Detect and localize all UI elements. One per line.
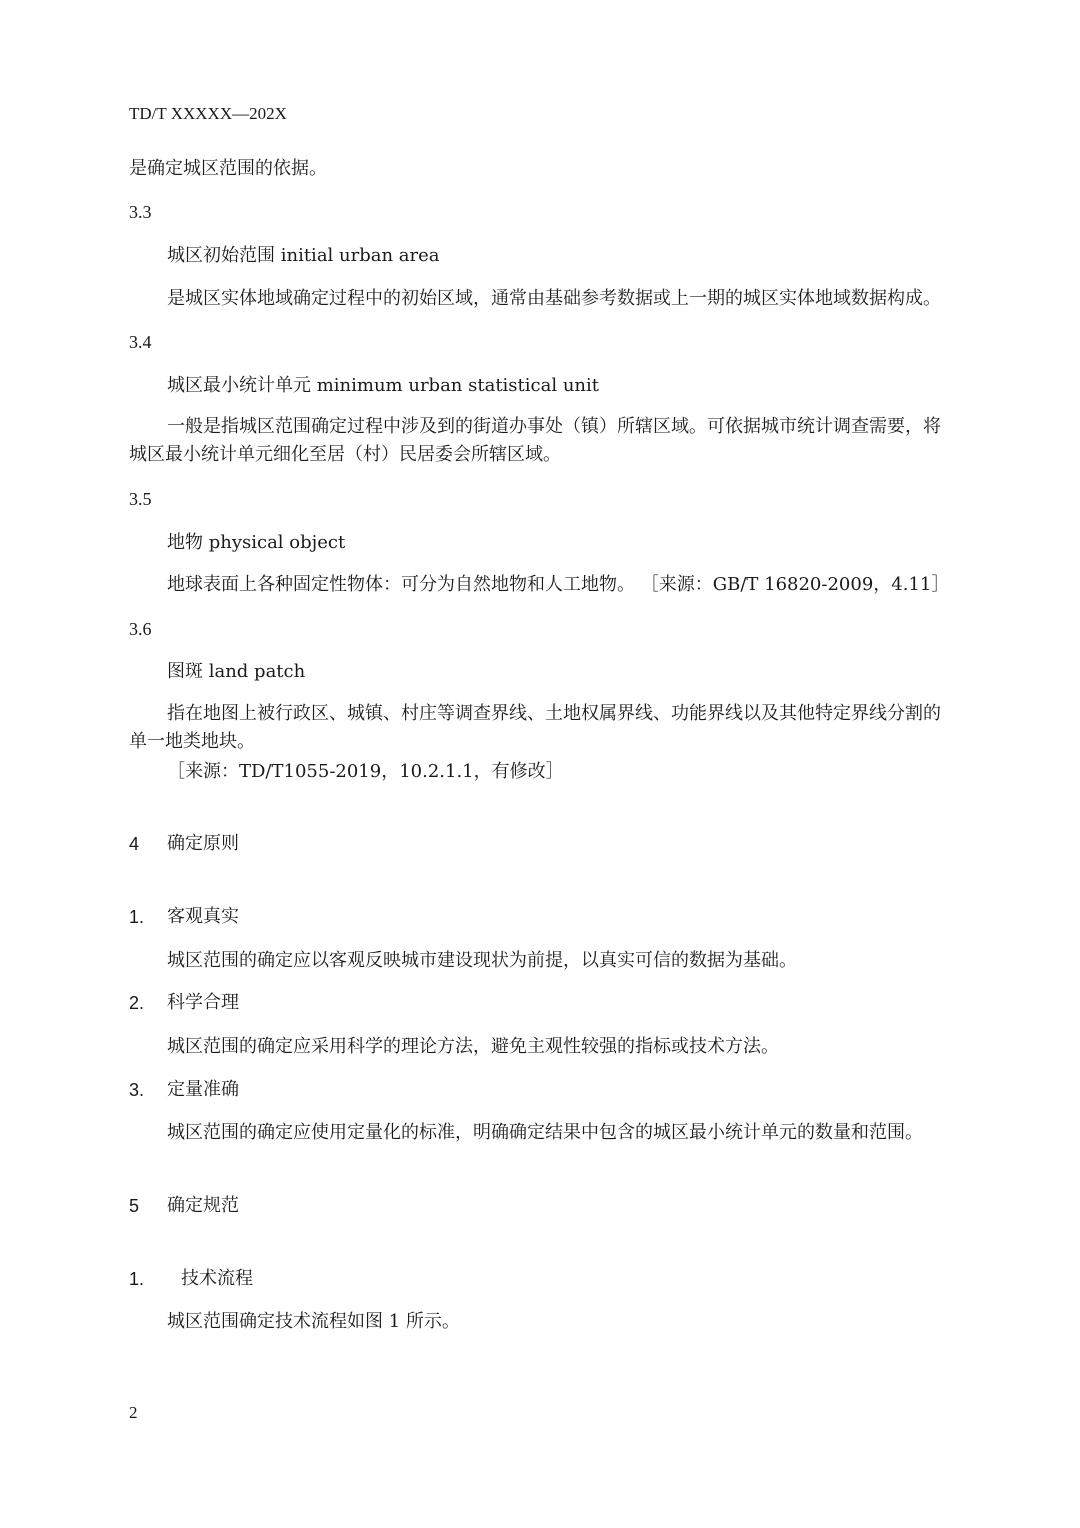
term-3-5: 地物 physical object: [167, 532, 346, 553]
source-3-6: ［来源：TD/T1055-2019，10.2.1.1，有修改］: [167, 761, 564, 782]
principle-3-title: 定量准确: [167, 1079, 239, 1100]
definition-3-6-line2: 单一地类地块。: [129, 731, 255, 752]
principle-3-number: 3.: [129, 1080, 145, 1100]
definition-3-3: 是城区实体地域确定过程中的初始区域，通常由基础参考数据或上一期的城区实体地域数据构成。: [167, 288, 941, 309]
section-number-5: 5: [129, 1196, 140, 1216]
principle-2-number: 2.: [129, 993, 145, 1013]
term-3-3: 城区初始范围 initial urban area: [167, 245, 440, 266]
principle-2-title: 科学合理: [167, 992, 239, 1013]
spec-1-number: 1.: [129, 1269, 145, 1289]
section-number-4: 4: [129, 834, 140, 854]
principle-3-text: 城区范围的确定应使用定量化的标准，明确确定结果中包含的城区最小统计单元的数量和范围。: [167, 1122, 923, 1143]
definition-3-4-line2: 城区最小统计单元细化至居（村）民居委会所辖区域。: [129, 444, 561, 465]
term-3-6: 图斑 land patch: [167, 661, 306, 682]
running-header: TD/T XXXXX—202X: [129, 104, 287, 123]
term-3-4: 城区最小统计单元 minimum urban statistical unit: [167, 375, 599, 396]
section-title-4: 确定原则: [167, 833, 239, 854]
page-number: 2: [129, 1403, 138, 1422]
definition-3-6-line1: 指在地图上被行政区、城镇、村庄等调查界线、土地权属界线、功能界线以及其他特定界线分割的: [167, 703, 941, 724]
spec-1-text: 城区范围确定技术流程如图 1 所示。: [167, 1311, 460, 1332]
paragraph-continuation: 是确定城区范围的依据。: [129, 158, 327, 179]
spec-1-title: 技术流程: [181, 1268, 253, 1289]
principle-2-text: 城区范围的确定应采用科学的理论方法，避免主观性较强的指标或技术方法。: [167, 1036, 779, 1057]
principle-1-text: 城区范围的确定应以客观反映城市建设现状为前提，以真实可信的数据为基础。: [167, 950, 797, 971]
principle-1-title: 客观真实: [167, 906, 239, 927]
principle-1-number: 1.: [129, 907, 145, 927]
clause-number-3-4: 3.4: [129, 332, 152, 352]
definition-3-5: 地球表面上各种固定性物体：可分为自然地物和人工地物。 ［来源：GB/T 16820-2009，4.11］: [167, 574, 950, 595]
definition-3-4-line1: 一般是指城区范围确定过程中涉及到的街道办事处（镇）所辖区域。可依据城市统计调查需要，将: [167, 416, 941, 437]
clause-number-3-6: 3.6: [129, 619, 152, 639]
clause-number-3-3: 3.3: [129, 202, 152, 222]
section-title-5: 确定规范: [167, 1195, 239, 1216]
clause-number-3-5: 3.5: [129, 489, 152, 509]
